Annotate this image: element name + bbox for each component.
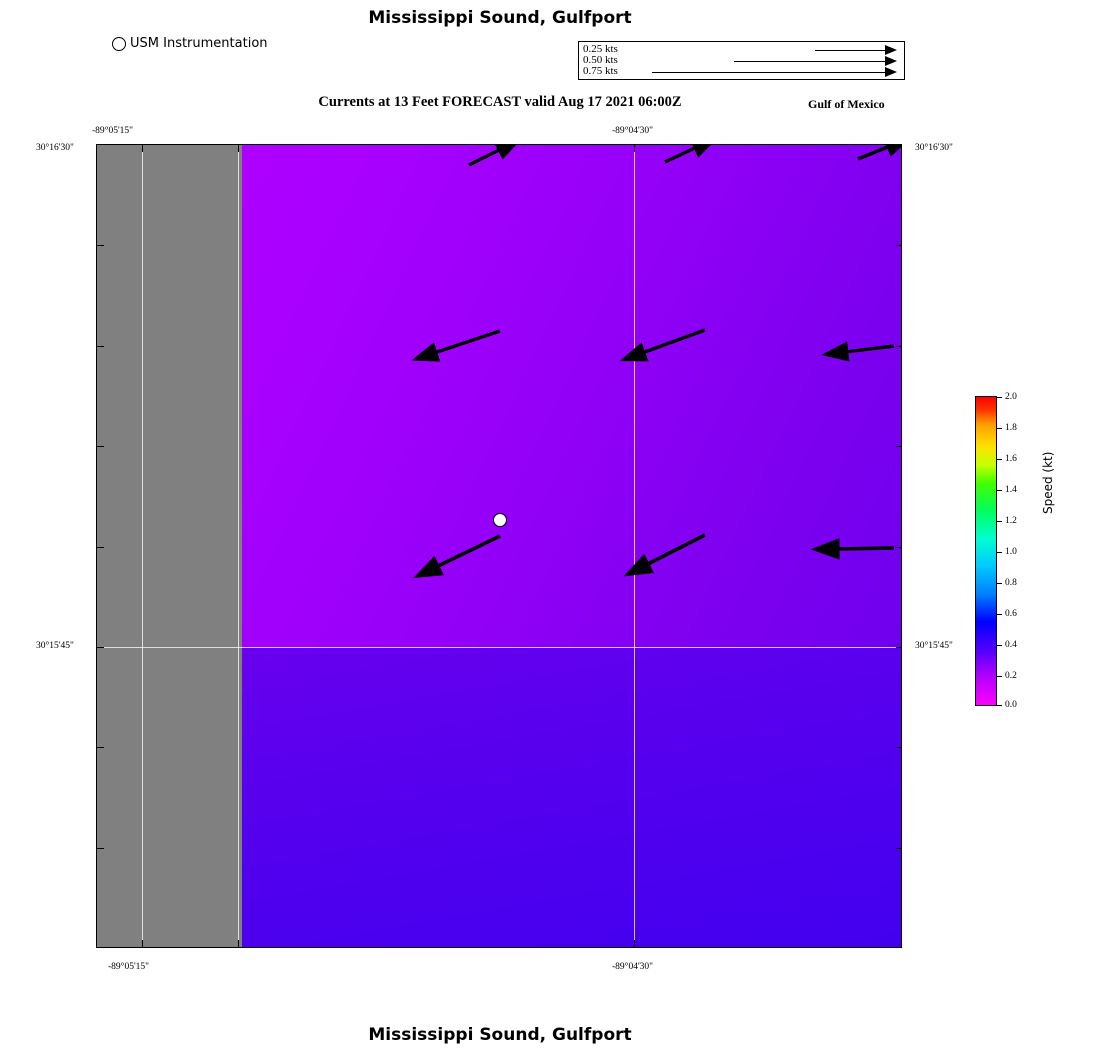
vector-key-shaft (652, 72, 887, 73)
colorbar-tick-label: 2.0 (1005, 392, 1017, 402)
current-arrow (434, 331, 500, 353)
y-axis-right-label: 30°15'45" (915, 641, 953, 651)
speed-colorbar (975, 392, 1065, 710)
forecast-subtitle: Currents at 13 Feet FORECAST valid Aug 17 2021 06:00Z (318, 94, 682, 110)
x-axis-bottom-label: -89°05'15" (108, 962, 150, 972)
colorbar-tick-label: 0.4 (1005, 640, 1017, 650)
region-label: Gulf of Mexico (808, 97, 885, 111)
current-vector-map[interactable] (96, 144, 902, 948)
colorbar-tick-label: 1.2 (1005, 516, 1017, 526)
colorbar-gradient (975, 396, 997, 706)
colorbar-tick-label: 0.2 (1005, 671, 1017, 681)
current-arrow (665, 147, 697, 162)
circle-station-icon (112, 37, 126, 51)
current-arrow (845, 346, 894, 352)
x-axis-top-label: -89°05'15" (92, 126, 134, 136)
vector-key-label: 0.50 kts (583, 54, 618, 66)
colorbar-tick-label: 0.6 (1005, 609, 1017, 619)
current-arrow (469, 149, 501, 165)
vector-key-shaft (815, 50, 887, 51)
x-axis-bottom-label: -89°04'30" (612, 962, 654, 972)
page-title: Mississippi Sound, Gulfport (368, 8, 632, 28)
colorbar-tick-label: 0.8 (1005, 578, 1017, 588)
current-arrow (642, 330, 705, 353)
colorbar-tick-label: 0.0 (1005, 700, 1017, 710)
colorbar-title: Speed (kt) (1041, 451, 1055, 514)
vector-key-arrowhead-icon (885, 56, 897, 66)
colorbar-tick-label: 1.4 (1005, 485, 1017, 495)
x-axis-top-label: -89°04'30" (612, 126, 654, 136)
current-arrow (836, 548, 894, 549)
vector-key-arrowhead-icon (885, 67, 897, 77)
colorbar-tick-label: 1.0 (1005, 547, 1017, 557)
vector-key-label: 0.75 kts (583, 65, 618, 77)
vector-key-shaft (734, 61, 887, 62)
current-arrow (858, 146, 890, 159)
y-axis-left-label: 30°16'30" (36, 143, 74, 153)
usm-station-marker[interactable] (493, 513, 507, 527)
colorbar-tick-label: 1.6 (1005, 454, 1017, 464)
current-arrow (646, 535, 705, 565)
footer-title: Mississippi Sound, Gulfport (368, 1025, 632, 1045)
instrumentation-legend-label: USM Instrumentation (130, 36, 268, 51)
colorbar-tick-label: 1.8 (1005, 423, 1017, 433)
current-arrow (436, 536, 500, 567)
y-axis-right-label: 30°16'30" (915, 143, 953, 153)
current-vector-arrows (97, 145, 902, 948)
vector-key-arrowhead-icon (885, 45, 897, 55)
y-axis-left-label: 30°15'45" (36, 641, 74, 651)
vector-key-row (579, 67, 904, 79)
instrumentation-legend (112, 36, 268, 51)
vector-key-label: 0.25 kts (583, 43, 618, 55)
vector-scale-key (578, 41, 905, 80)
